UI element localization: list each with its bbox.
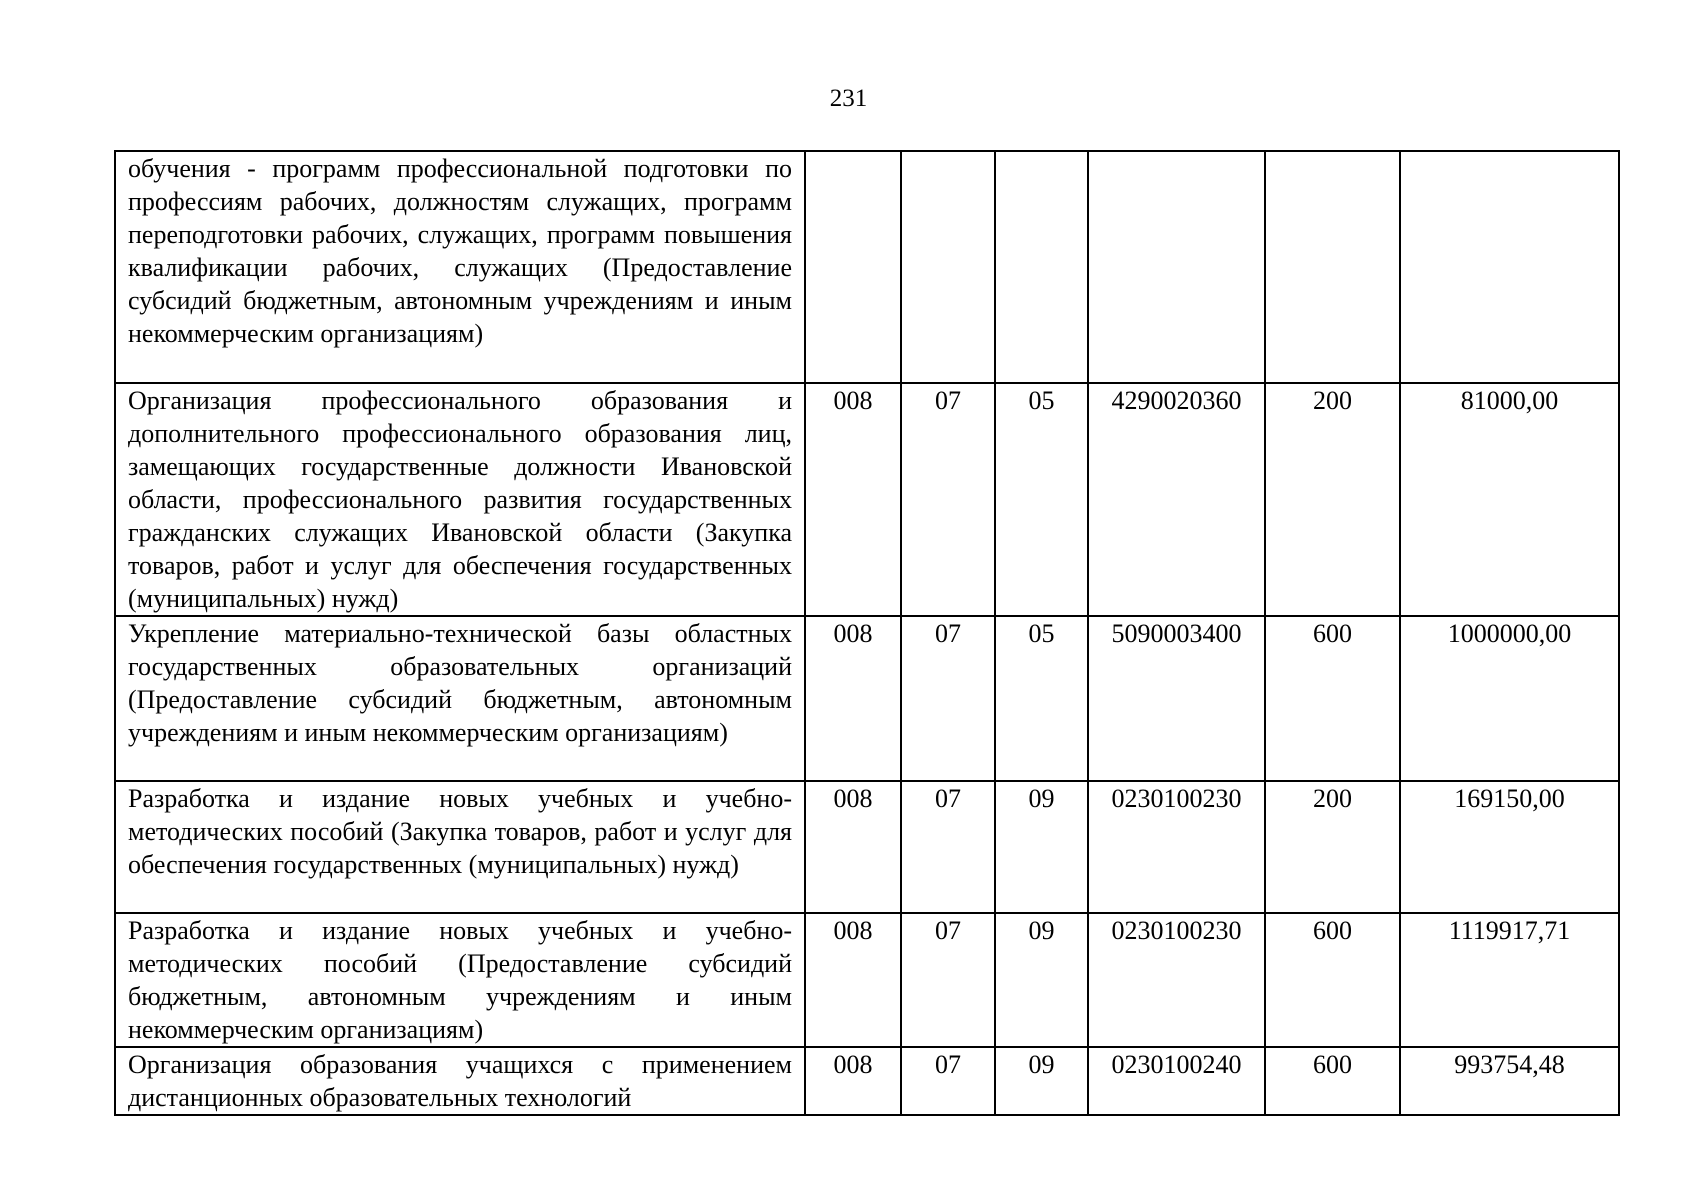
section-code: 07 (901, 616, 995, 781)
row-description: Разработка и издание новых учебных и учебно-методических пособий (Предоставление субсидий бюджетным, автономным учреждениям и иным некоммерческим организациям) (115, 913, 805, 1047)
expense-type-code: 600 (1265, 913, 1400, 1047)
expense-type-code (1265, 151, 1400, 383)
amount: 81000,00 (1400, 383, 1619, 616)
expense-type-code: 200 (1265, 781, 1400, 913)
target-article-code: 0230100230 (1088, 913, 1265, 1047)
budget-table (114, 150, 1620, 1116)
amount: 993754,48 (1400, 1047, 1619, 1115)
table-row (115, 913, 1619, 1047)
section-code: 07 (901, 1047, 995, 1115)
target-article-code: 4290020360 (1088, 383, 1265, 616)
ministry-code: 008 (805, 616, 901, 781)
amount: 1119917,71 (1400, 913, 1619, 1047)
amount: 169150,00 (1400, 781, 1619, 913)
section-code: 07 (901, 913, 995, 1047)
subsection-code: 09 (995, 913, 1088, 1047)
table-row (115, 383, 1619, 616)
target-article-code (1088, 151, 1265, 383)
target-article-code: 0230100230 (1088, 781, 1265, 913)
ministry-code: 008 (805, 1047, 901, 1115)
row-description: Разработка и издание новых учебных и учебно-методических пособий (Закупка товаров, работ и услуг для обеспечения государственных (муниципальных) нужд) (115, 781, 805, 913)
page-number: 231 (829, 85, 868, 112)
section-code: 07 (901, 383, 995, 616)
ministry-code (805, 151, 901, 383)
subsection-code: 05 (995, 616, 1088, 781)
expense-type-code: 200 (1265, 383, 1400, 616)
row-description: Организация образования учащихся с применением дистанционных образовательных технологий (115, 1047, 805, 1115)
ministry-code: 008 (805, 913, 901, 1047)
subsection-code (995, 151, 1088, 383)
row-description: Укрепление материально-технической базы областных государственных образовательных организаций (Предоставление субсидий бюджетным, автономным учреждениям и иным некоммерческим организациям) (115, 616, 805, 781)
table-row (115, 781, 1619, 913)
section-code (901, 151, 995, 383)
subsection-code: 09 (995, 781, 1088, 913)
table-row (115, 616, 1619, 781)
ministry-code: 008 (805, 383, 901, 616)
table-row (115, 151, 1619, 383)
target-article-code: 5090003400 (1088, 616, 1265, 781)
expense-type-code: 600 (1265, 616, 1400, 781)
subsection-code: 05 (995, 383, 1088, 616)
table-row (115, 1047, 1619, 1115)
amount (1400, 151, 1619, 383)
section-code: 07 (901, 781, 995, 913)
amount: 1000000,00 (1400, 616, 1619, 781)
subsection-code: 09 (995, 1047, 1088, 1115)
ministry-code: 008 (805, 781, 901, 913)
row-description: обучения - программ профессиональной подготовки по профессиям рабочих, должностям служащих, программ переподготовки рабочих, служащих, программ повышения квалификации рабочих, служащих (Предоставление субсидий бюджетным, автономным учреждениям и иным некоммерческим организациям) (115, 151, 805, 383)
expense-type-code: 600 (1265, 1047, 1400, 1115)
target-article-code: 0230100240 (1088, 1047, 1265, 1115)
row-description: Организация профессионального образования и дополнительного профессионального образования лиц, замещающих государственные должности Ивановской области, профессионального развития государственных гражданских служащих Ивановской области (Закупка товаров, работ и услуг для обеспечения государственных (муниципальных) нужд) (115, 383, 805, 616)
